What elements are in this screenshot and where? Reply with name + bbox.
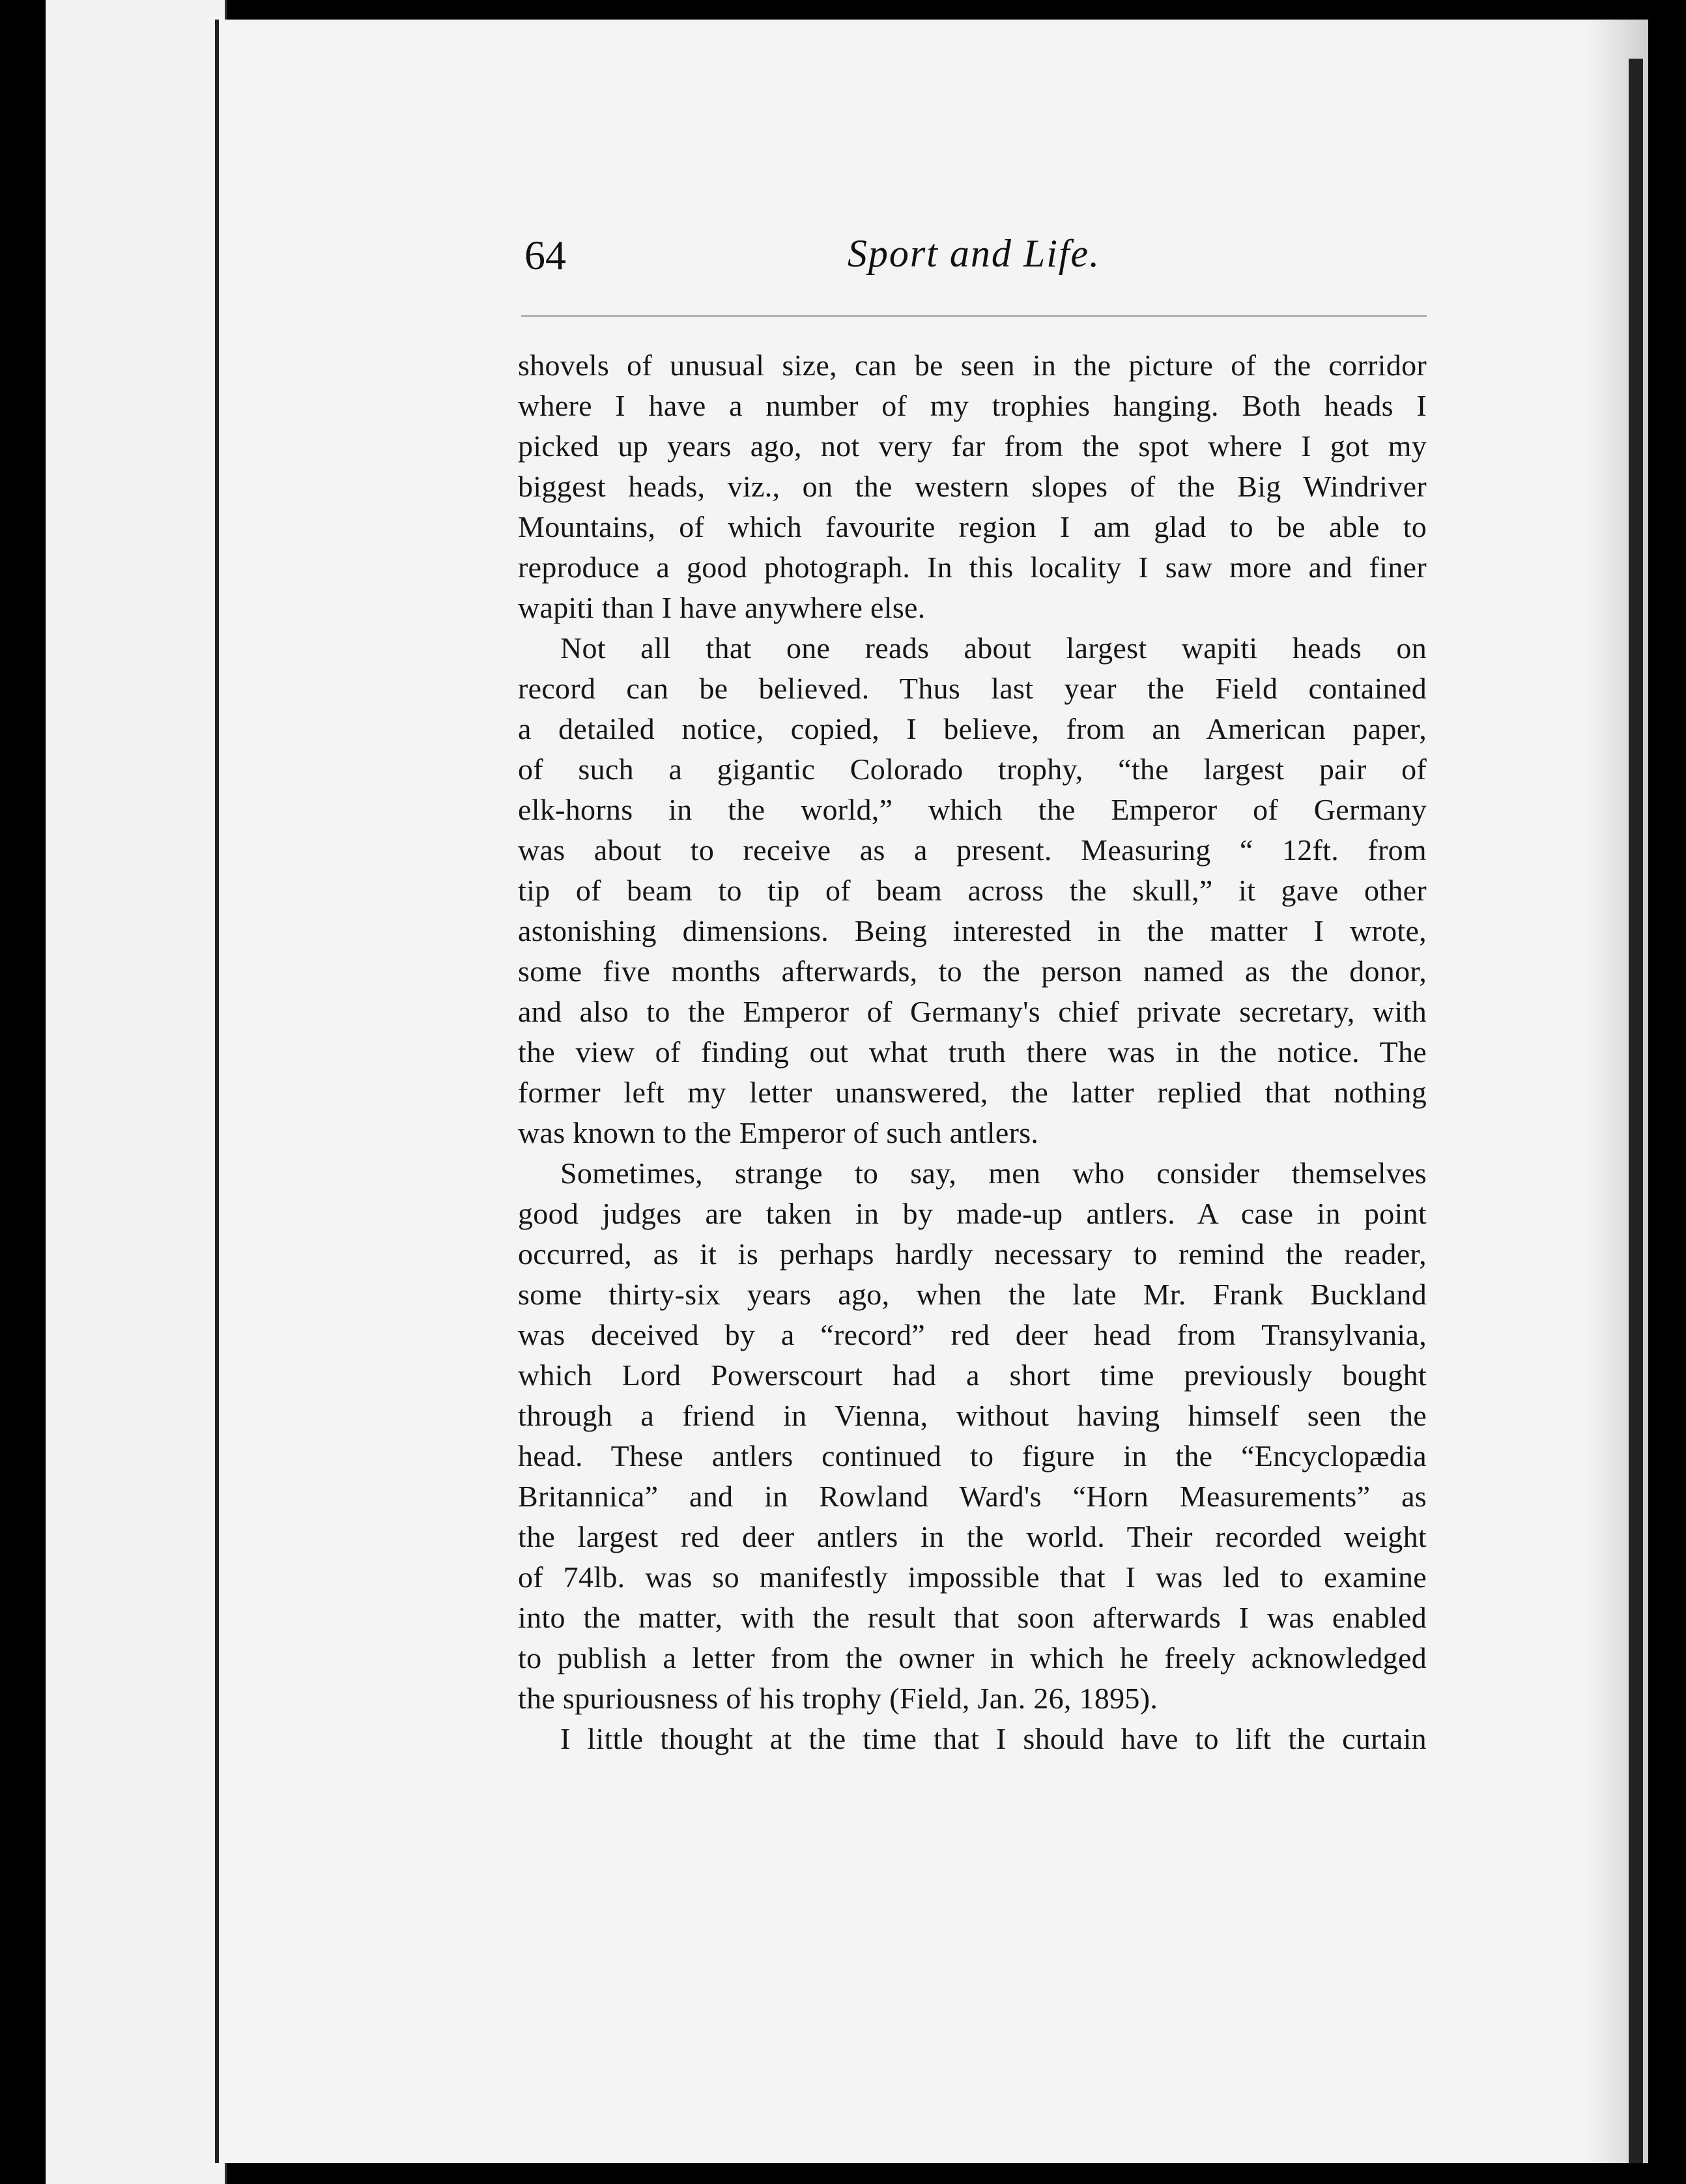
text-line: was deceived by a “record” red deer head from Transylvania, [518, 1318, 1427, 1351]
header-rule [521, 315, 1427, 317]
text-line: reproduce a good photograph. In this locality I saw more and finer [518, 551, 1427, 584]
text-line: through a friend in Vienna, without having himself seen the [518, 1399, 1427, 1432]
text-line: elk-horns in the world,” which the Emperor of Germany [518, 793, 1427, 826]
body-text [518, 345, 1427, 1759]
running-header [524, 231, 1423, 283]
text-line: tip of beam to tip of beam across the skull,” it gave other [518, 874, 1427, 907]
text-line: which Lord Powerscourt had a short time previously bought [518, 1358, 1427, 1392]
page-number: 64 [524, 232, 566, 278]
text-line: where I have a number of my trophies hanging. Both heads I [518, 389, 1427, 422]
page-edge-bar [1629, 59, 1643, 2163]
text-line: record can be believed. Thus last year the Field contained [518, 672, 1427, 705]
text-line: Mountains, of which favourite region I am glad to be able to [518, 510, 1427, 543]
text-line: I little thought at the time that I should have to lift the curtain [560, 1722, 1427, 1755]
text-line: the largest red deer antlers in the world. Their recorded weight [518, 1520, 1427, 1553]
running-head-title: Sport and Life. [847, 232, 1101, 275]
text-line: the view of finding out what truth there was in the notice. The [518, 1035, 1427, 1069]
text-line: biggest heads, viz., on the western slopes of the Big Windriver [518, 470, 1427, 503]
text-line: astonishing dimensions. Being interested in the matter I wrote, [518, 914, 1427, 947]
text-line: was known to the Emperor of such antlers. [518, 1116, 1039, 1149]
text-line: and also to the Emperor of Germany's chief private secretary, with [518, 995, 1427, 1028]
stacked-page-edges [46, 0, 241, 2184]
text-line: good judges are taken in by made-up antlers. A case in point [518, 1197, 1427, 1230]
text-line: a detailed notice, copied, I believe, from an American paper, [518, 712, 1427, 745]
text-line: Sometimes, strange to say, men who consider themselves [560, 1157, 1427, 1190]
text-line: to publish a letter from the owner in which he freely acknowledged [518, 1641, 1427, 1674]
text-line: the spuriousness of his trophy (Field, Jan. 26, 1895). [518, 1682, 1158, 1715]
text-line: occurred, as it is perhaps hardly necessary to remind the reader, [518, 1237, 1427, 1271]
text-line: into the matter, with the result that soon afterwards I was enabled [518, 1601, 1427, 1634]
text-line: wapiti than I have anywhere else. [518, 591, 926, 624]
text-line: former left my letter unanswered, the latter replied that nothing [518, 1076, 1427, 1109]
text-line: was about to receive as a present. Measuring “ 12ft. from [518, 833, 1427, 867]
text-line: of such a gigantic Colorado trophy, “the largest pair of [518, 753, 1427, 786]
text-line: some five months afterwards, to the person named as the donor, [518, 955, 1427, 988]
text-line: shovels of unusual size, can be seen in the picture of the corridor [518, 349, 1427, 382]
text-line: head. These antlers continued to figure in the “Encyclopædia [518, 1439, 1427, 1473]
text-line: Not all that one reads about largest wapiti heads on [560, 631, 1427, 665]
text-line: some thirty-six years ago, when the late Mr. Frank Buckland [518, 1278, 1427, 1311]
text-line: picked up years ago, not very far from the spot where I got my [518, 429, 1427, 463]
text-line: of 74lb. was so manifestly impossible that I was led to examine [518, 1560, 1427, 1594]
text-line: Britannica” and in Rowland Ward's “Horn Measurements” as [518, 1480, 1427, 1513]
